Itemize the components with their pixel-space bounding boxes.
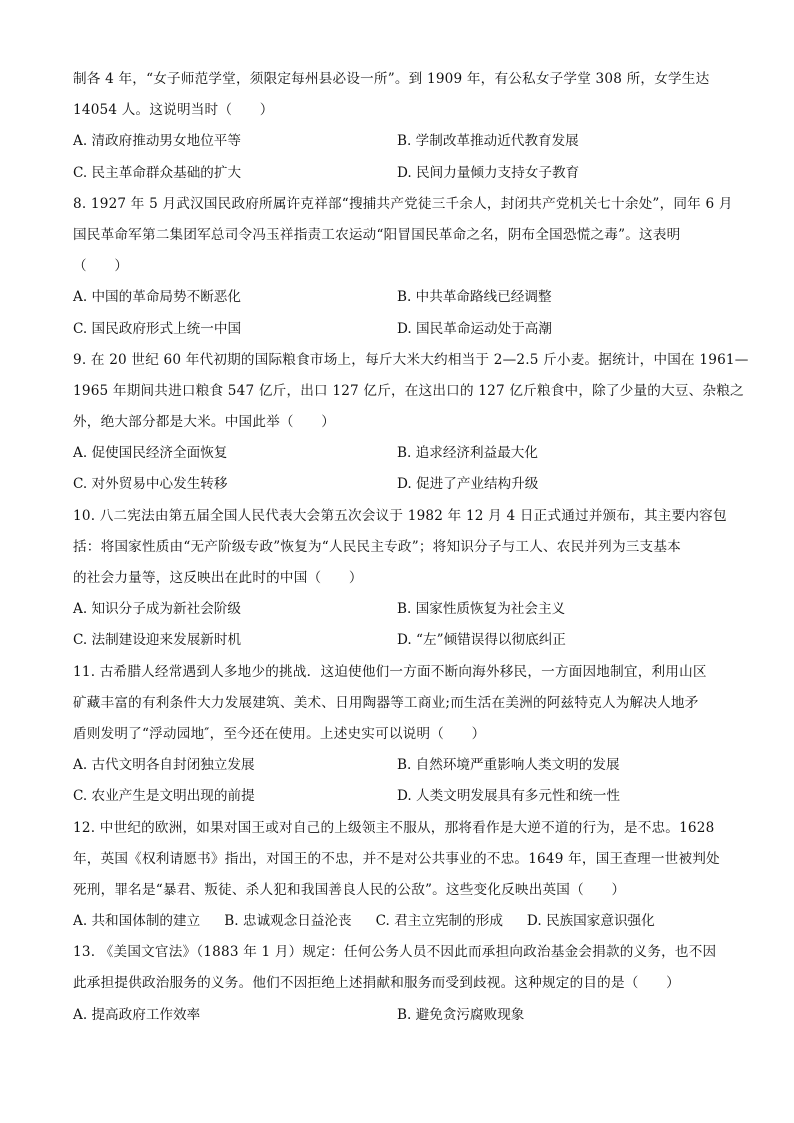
question-7-line-1: 制各 4 年，“女子师范学堂，须限定每州县必设一所”。到 1909 年，有公私女子学堂 308 所，女学生达 (73, 71, 710, 87)
question-11-options-row-1 (73, 750, 725, 781)
question-12-line-3: 死刑，罪名是“暴君、叛徒、杀人犯和我国善良人民的公敌”。这些变化反映出英国（ ） (73, 881, 626, 898)
question-8 (73, 189, 733, 345)
option-a: A. 共和国体制的建立 (73, 913, 201, 930)
question-13-options-row-1 (73, 1000, 725, 1031)
question-10 (73, 501, 725, 657)
option-b: B. 中共革命路线已经调整 (397, 289, 552, 306)
option-d: D. 促进了产业结构升级 (397, 476, 539, 493)
question-10-line-2: 括：将国家性质由“无产阶级专政”恢复为“人民民主专政”；将知识分子与工人、农民并列为三支基本 (73, 538, 681, 555)
option-b: B. 学制改革推动近代教育发展 (397, 133, 579, 150)
question-10-options-row-2 (73, 625, 725, 656)
question-9-options-row-1 (73, 438, 725, 469)
option-d: D. 人类文明发展具有多元性和统一性 (397, 788, 620, 805)
question-8-options-row-1 (73, 282, 725, 313)
question-13-line-1: 13. 《美国文官法》（1883 年 1 月）规定：任何公务人员不因此而承担向政治基金会捐款的义务，也不因 (73, 944, 717, 961)
question-9-line-2: 1965 年期间共进口粮食 547 亿斤，出口 127 亿斤，在这出口的 127 亿斤粮食中，除了少量的大豆、杂粮之 (73, 382, 744, 399)
option-c: C. 国民政府形式上统一中国 (73, 320, 242, 337)
question-7-line-2: 14054 人。这说明当时（ ） (73, 102, 274, 119)
question-10-line-1: 10. 八二宪法由第五届全国人民代表大会第五次会议于 1982 年 12 月 4 日正式通过并颁布，其主要内容包 (73, 507, 727, 524)
question-13-line-2: 此承担提供政治服务的义务。他们不因拒绝上述捐献和服务而受到歧视。这种规定的目的是（ ） (73, 975, 680, 992)
question-12-line-1: 12. 中世纪的欧洲，如果对国王或对自己的上级领主不服从，那将看作是大逆不道的行为，是不忠。1628 (73, 819, 715, 836)
question-10-line-3: 的社会力量等，这反映出在此时的中国（ ） (73, 570, 363, 586)
question-13 (73, 937, 725, 1031)
option-a: A. 提高政府工作效率 (73, 1006, 201, 1023)
option-c: C. 农业产生是文明出现的前提 (73, 788, 255, 805)
question-8-line-1: 8. 1927 年 5 月武汉国民政府所属许克祥部“搜捕共产党徒三千余人，封闭共产党机关七十余处”，同年 6 月 (73, 195, 733, 212)
option-c: C. 对外贸易中心发生转移 (73, 476, 228, 493)
option-a: A. 促使国民经济全面恢复 (73, 445, 228, 462)
exam-page (73, 64, 749, 1031)
question-11-line-1: 11. 古希腊人经常遇到人多地少的挑战．这迫使他们一方面不断向海外移民，一方面因地制宜，利用山区 (73, 663, 707, 680)
option-a: A. 清政府推动男女地位平等 (73, 133, 241, 150)
question-12 (73, 813, 725, 938)
option-b: B. 国家性质恢复为社会主义 (397, 601, 566, 618)
question-11 (73, 657, 725, 813)
option-b: B. 忠诚观念日益沦丧 (224, 913, 352, 930)
option-a: A. 知识分子成为新社会阶级 (73, 601, 241, 618)
option-c: C. 民主革命群众基础的扩大 (73, 164, 242, 181)
question-8-line-2: 国民革命军第二集团军总司令冯玉祥指责工农运动“阳冒国民革命之名，阴布全国恐慌之毒”。这表明 (73, 226, 681, 243)
question-8-options-row-2 (73, 314, 725, 345)
question-9-line-1: 9. 在 20 世纪 60 年代初期的国际粮食市场上，每斤大米大约相当于 2—2.5 斤小麦。据统计，中国在 1961— (73, 351, 749, 368)
question-8-line-3: （ ） (73, 258, 129, 275)
option-d: D. 国民革命运动处于高潮 (397, 320, 552, 337)
option-d: D. “左”倾错误得以彻底纠正 (397, 632, 566, 649)
option-b: B. 追求经济利益最大化 (397, 445, 538, 462)
option-a: A. 中国的革命局势不断恶化 (73, 289, 241, 306)
option-c: C. 法制建设迎来发展新时机 (73, 632, 242, 649)
option-a: A. 古代文明各自封闭独立发展 (73, 757, 255, 774)
question-12-line-2: 年，英国《权利请愿书》指出，对国王的不忠，并不是对公共事业的不忠。1649 年，国王查理一世被判处 (73, 850, 720, 867)
question-11-options-row-2 (73, 781, 725, 812)
option-b: B. 避免贪污腐败现象 (397, 1006, 525, 1023)
question-12-options-row (73, 906, 725, 937)
option-c: C. 君主立宪制的形成 (375, 913, 503, 930)
option-d: D. 民间力量倾力支持女子教育 (397, 164, 580, 181)
question-7 (73, 64, 725, 189)
option-d: D. 民族国家意识强化 (526, 913, 655, 930)
question-11-line-3: 盾则发明了“浮动园地″，至今还在使用。上述史实可以说明（ ） (73, 725, 486, 742)
question-9-options-row-2 (73, 469, 725, 500)
question-7-options-row-1 (73, 126, 725, 157)
question-9-line-3: 外，绝大部分都是大米。中国此举（ ） (73, 414, 336, 431)
question-11-line-2: 矿藏丰富的有利条件大力发展建筑、美术、日用陶器等工商业;而生活在美洲的阿兹特克人为解决人地矛 (73, 694, 699, 711)
option-b: B. 自然环境严重影响人类文明的发展 (397, 757, 620, 774)
question-7-options-row-2 (73, 158, 725, 189)
question-9 (73, 345, 749, 501)
question-10-options-row-1 (73, 594, 725, 625)
